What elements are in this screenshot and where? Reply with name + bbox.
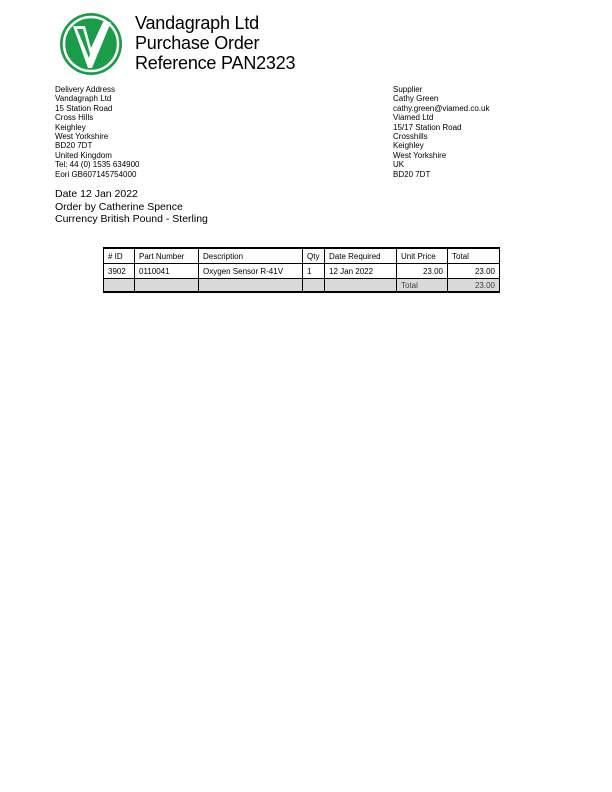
col-header-date-required: Date Required: [325, 248, 397, 264]
delivery-address-line: Vandagraph Ltd: [55, 94, 112, 104]
delivery-address: [55, 85, 140, 179]
col-header-id: # ID: [104, 248, 135, 264]
supplier-email[interactable]: cathy.green@viamed.co.uk: [393, 103, 490, 113]
total-row-empty-cell: [135, 279, 199, 293]
total-row-empty-cell: [325, 279, 397, 293]
supplier-address-line: Crosshills: [393, 131, 428, 141]
table-header-row: [104, 248, 500, 264]
order-by: Order by Catherine Spence: [55, 200, 183, 213]
col-header-qty: Qty: [303, 248, 325, 264]
supplier-address-line: West Yorkshire: [393, 150, 447, 160]
cell-qty: 1: [303, 264, 325, 279]
supplier-address-line: UK: [393, 160, 405, 170]
vandagraph-logo: [59, 12, 123, 76]
table-total-row: [104, 279, 500, 293]
total-row-empty-cell: [199, 279, 303, 293]
delivery-address-line: United Kingdom: [55, 150, 112, 160]
supplier-address-line: Keighley: [393, 141, 424, 151]
col-header-total: Total: [448, 248, 500, 264]
cell-id: 3902: [104, 264, 135, 279]
order-currency: Currency British Pound - Sterling: [55, 213, 208, 225]
delivery-address-line: West Yorkshire: [55, 131, 109, 141]
supplier-address-line: Supplier: [393, 85, 423, 94]
supplier-address-line: Viamed Ltd: [393, 113, 434, 123]
delivery-address-line: Eori GB607145754000: [55, 169, 137, 179]
order-items-table: [103, 247, 500, 293]
document-type: Purchase Order: [135, 33, 260, 53]
document-title-block: [135, 13, 295, 73]
supplier-address-line: BD20 7DT: [393, 169, 431, 179]
total-value: 23.00: [448, 279, 500, 293]
cell-part-number: 0110041: [135, 264, 199, 279]
col-header-description: Description: [199, 248, 303, 264]
total-row-empty-cell: [303, 279, 325, 293]
total-label: Total: [397, 279, 448, 293]
reference-number: Reference PAN2323: [135, 53, 296, 73]
supplier-address-line: Cathy Green: [393, 94, 439, 104]
delivery-address-line: BD20 7DT: [55, 141, 93, 151]
delivery-address-line: Keighley: [55, 122, 86, 132]
cell-description: Oxygen Sensor R-41V: [199, 264, 303, 279]
cell-total: 23.00: [448, 264, 500, 279]
table-row: [104, 264, 500, 279]
company-name: Vandagraph Ltd: [135, 13, 259, 33]
delivery-address-line: Tel: 44 (0) 1535 634900: [55, 160, 140, 170]
col-header-part-number: Part Number: [135, 248, 199, 264]
cell-date-required: 12 Jan 2022: [325, 264, 397, 279]
col-header-unit-price: Unit Price: [397, 248, 448, 264]
supplier-address: [393, 85, 489, 179]
total-row-empty-cell: [104, 279, 135, 293]
delivery-address-line: Cross Hills: [55, 113, 94, 123]
cell-unit-price: 23.00: [397, 264, 448, 279]
supplier-address-line: 15/17 Station Road: [393, 122, 462, 132]
order-meta: [55, 188, 208, 226]
delivery-address-line: 15 Station Road: [55, 103, 113, 113]
delivery-address-line: Delivery Address: [55, 85, 116, 94]
order-date: Date 12 Jan 2022: [55, 188, 138, 200]
